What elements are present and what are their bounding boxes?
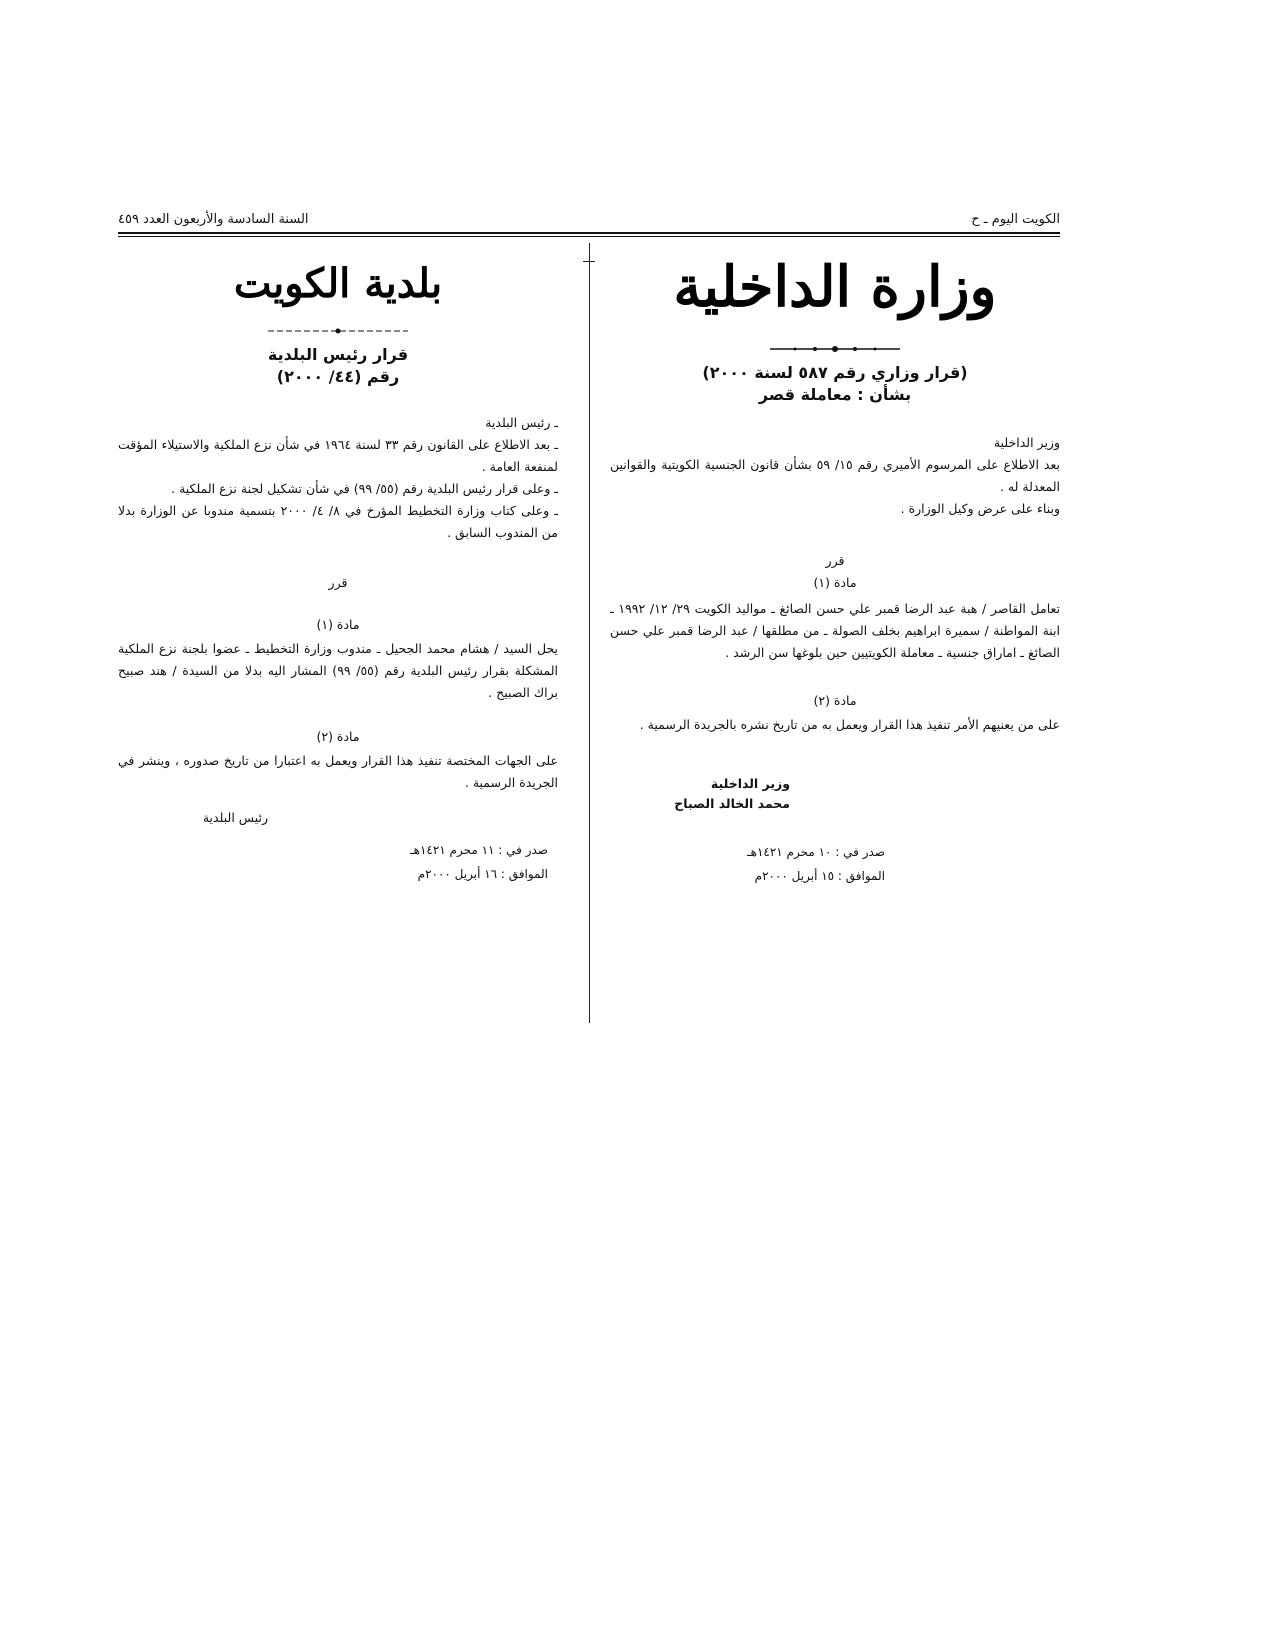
municipality-signature-title: رئيس البلدية [202, 810, 268, 825]
interior-corresponding-date: الموافق : ١٥ أبريل ٢٠٠٠م [754, 869, 885, 883]
interior-signature-name: محمد الخالد الصباح [674, 796, 790, 811]
interior-preamble-line: بعد الاطلاع على المرسوم الأميري رقم ١٥/ ٥٩ بشأن قانون الجنسية الكويتية والقوانين المعدلة له . [610, 457, 1061, 494]
interior-decided: قرر [825, 553, 845, 568]
municipality-article1-text: يحل السيد / هشام محمد الجحيل ـ مندوب وزارة التخطيط ـ عضوا بلجنة نزع الملكية المشكلة بقرار رئيس البلدية رقم (٥٥/ ٩٩) المشار اليه بدلا من السيدة / هند صبيح براك الصبيح . [118, 641, 559, 700]
ornament-divider [610, 344, 1060, 354]
header-publication: الكويت اليوم ـ ح [971, 212, 1060, 227]
municipality-masthead: بلدية الكويت [233, 260, 443, 307]
municipality-decision-number: رقم (٤٤/ ٢٠٠٠) [276, 367, 400, 386]
interior-issued-date: صدر في : ١٠ محرم ١٤٢١هـ [747, 845, 885, 859]
interior-signature-title: وزير الداخلية [710, 776, 790, 791]
column-divider [589, 243, 590, 1023]
interior-article1-text: تعامل القاصر / هبة عبد الرضا قمبر علي حسن الصائغ ـ مواليد الكويت ٢٩/ ١٢/ ١٩٩٢ ـ ابنة المواطنة / سميرة ابراهيم بخلف الصولة ـ من مطلقها / عبد الرضا قمبر علي حسن الصائغ ـ اماراق جنسية ـ معاملة الكويتيين حين بلوغها سن الرشد . [610, 601, 1061, 660]
municipality-article1-heading: مادة (١) [316, 617, 360, 632]
interior-article2-text: على من يعنيهم الأمر تنفيذ هذا القرار ويعمل به من تاريخ نشره بالجريدة الرسمية . [639, 717, 1060, 732]
municipality-corresponding-date: الموافق : ١٦ أبريل ٢٠٠٠م [417, 867, 548, 881]
municipality-decided: قرر [328, 575, 348, 590]
municipality-issued-date: صدر في : ١١ محرم ١٤٢١هـ [410, 843, 548, 857]
interior-decision-title: (قرار وزاري رقم ٥٨٧ لسنة ٢٠٠٠) [702, 363, 968, 382]
column-divider-tick [583, 261, 595, 262]
municipality-column [118, 248, 558, 886]
ornament-divider [118, 326, 558, 336]
interior-article2-heading: مادة (٢) [813, 693, 857, 708]
header-rule [118, 232, 1060, 234]
municipality-decision-title: قرار رئيس البلدية [267, 345, 409, 364]
interior-column [610, 248, 1060, 888]
municipality-preamble-line: ـ وعلى قرار رئيس البلدية رقم (٥٥/ ٩٩) في شأن تشكيل لجنة نزع الملكية . [171, 481, 558, 496]
interior-masthead: وزارة الداخلية [673, 254, 997, 320]
header-rule-thin [118, 236, 1060, 237]
gazette-page [118, 208, 1060, 1023]
municipality-preamble [118, 412, 558, 544]
running-header [118, 208, 1060, 234]
municipality-preamble-line: ـ رئيس البلدية [485, 415, 558, 430]
interior-article1-heading: مادة (١) [813, 575, 857, 590]
interior-subject: بشأن : معاملة قصر [758, 385, 912, 404]
municipality-article2-text: على الجهات المختصة تنفيذ هذا القرار ويعمل به اعتبارا من تاريخ صدوره ، وينشر في الجريدة الرسمية . [118, 753, 558, 790]
interior-preamble-line: وبناء على عرض وكيل الوزارة . [900, 501, 1060, 516]
header-issue: السنة السادسة والأربعون العدد ٤٥٩ [118, 212, 309, 227]
municipality-preamble-line: ـ وعلى كتاب وزارة التخطيط المؤرخ في ٨/ ٤/ ٢٠٠٠ بتسمية مندوبا عن الوزارة بدلا من المندوب السابق . [118, 503, 559, 540]
municipality-preamble-line: ـ بعد الاطلاع على القانون رقم ٣٣ لسنة ١٩٦٤ في شأن نزع الملكية والاستيلاء المؤقت لمنفعة العامة . [118, 437, 559, 474]
municipality-article2-heading: مادة (٢) [316, 729, 360, 744]
interior-preamble [610, 432, 1060, 520]
interior-preamble-line: وزير الداخلية [993, 435, 1060, 450]
